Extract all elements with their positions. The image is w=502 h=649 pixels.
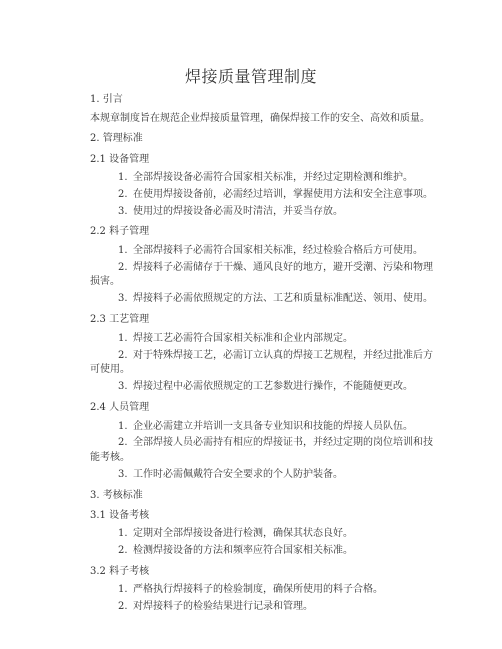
list-text: 定期对全部焊接设备进行检测，确保其状态良好。 [133,528,353,539]
list-number: 1. [118,528,128,539]
list-number: 1. [118,584,128,595]
subsection-heading: 2.3 工艺管理 [90,314,150,325]
list-text: 全部焊接料子必需符合国家相关标准，经过检验合格后方可使用。 [133,245,423,256]
list-number: 3. [118,293,128,304]
list-text: 焊接料子必需储存于干燥、通风良好的地方，避开受潮、污染和物理 [133,262,433,273]
list-number: 2. [118,601,128,612]
list-text: 焊接过程中必需依照规定的工艺参数进行操作，不能随便更改。 [133,381,413,392]
paragraph: 本规章制度旨在规范企业焊接质量管理，确保焊接工作的安全、高效和质量。 [90,113,430,124]
list-text: 使用过的焊接设备必需及时清洁，并妥当存放。 [133,206,343,217]
subsection-heading: 2.2 料子管理 [90,226,150,237]
list-text: 检测焊接设备的方法和频率应符合国家相关标准。 [133,545,353,556]
section-heading: 3. 考核标准 [90,490,143,501]
list-number: 1. [118,245,128,256]
list-number: 2. [118,262,128,273]
document-title: 焊接质量管理制度 [184,67,317,86]
list-number: 2. [118,545,128,556]
subsection-heading: 3.2 料子考核 [90,566,150,577]
list-text: 对焊接料子的检验结果进行记录和管理。 [133,601,313,612]
list-text-continuation: 能考核。 [90,452,130,463]
list-text: 工作时必需佩戴符合安全要求的个人防护装备。 [133,469,343,480]
subsection-heading: 2.4 人员管理 [90,402,150,413]
list-text-continuation: 可使用。 [90,364,130,375]
subsection-heading: 2.1 设备管理 [90,154,150,165]
list-text: 对于特殊焊接工艺，必需订立认真的焊接工艺规程，并经过批准后方 [133,350,433,361]
section-heading: 2. 管理标准 [90,133,143,144]
list-text: 焊接工艺必需符合国家相关标准和企业内部规定。 [133,333,353,344]
list-text: 严格执行焊接料子的检验制度，确保所使用的料子合格。 [133,584,383,595]
list-number: 2. [118,350,128,361]
list-text: 企业必需建立并培训一支具备专业知识和技能的焊接人员队伍。 [133,421,413,432]
section-heading: 1. 引言 [90,94,123,105]
list-number: 3. [118,206,128,217]
list-number: 3. [118,469,128,480]
list-number: 1. [118,421,128,432]
subsection-heading: 3.1 设备考核 [90,510,150,521]
list-number: 3. [118,381,128,392]
list-text: 在使用焊接设备前，必需经过培训，掌握使用方法和安全注意事项。 [133,189,433,200]
list-number: 1. [118,172,128,183]
list-number: 1. [118,333,128,344]
list-number: 2. [118,189,128,200]
list-text: 焊接料子必需依照规定的方法、工艺和质量标准配送、领用、使用。 [133,293,433,304]
list-text: 全部焊接人员必需持有相应的焊接证书，并经过定期的岗位培训和技 [133,437,433,448]
list-text-continuation: 损害。 [90,276,120,287]
list-text: 全部焊接设备必需符合国家相关标准，并经过定期检测和维护。 [133,172,413,183]
list-number: 2. [118,437,128,448]
